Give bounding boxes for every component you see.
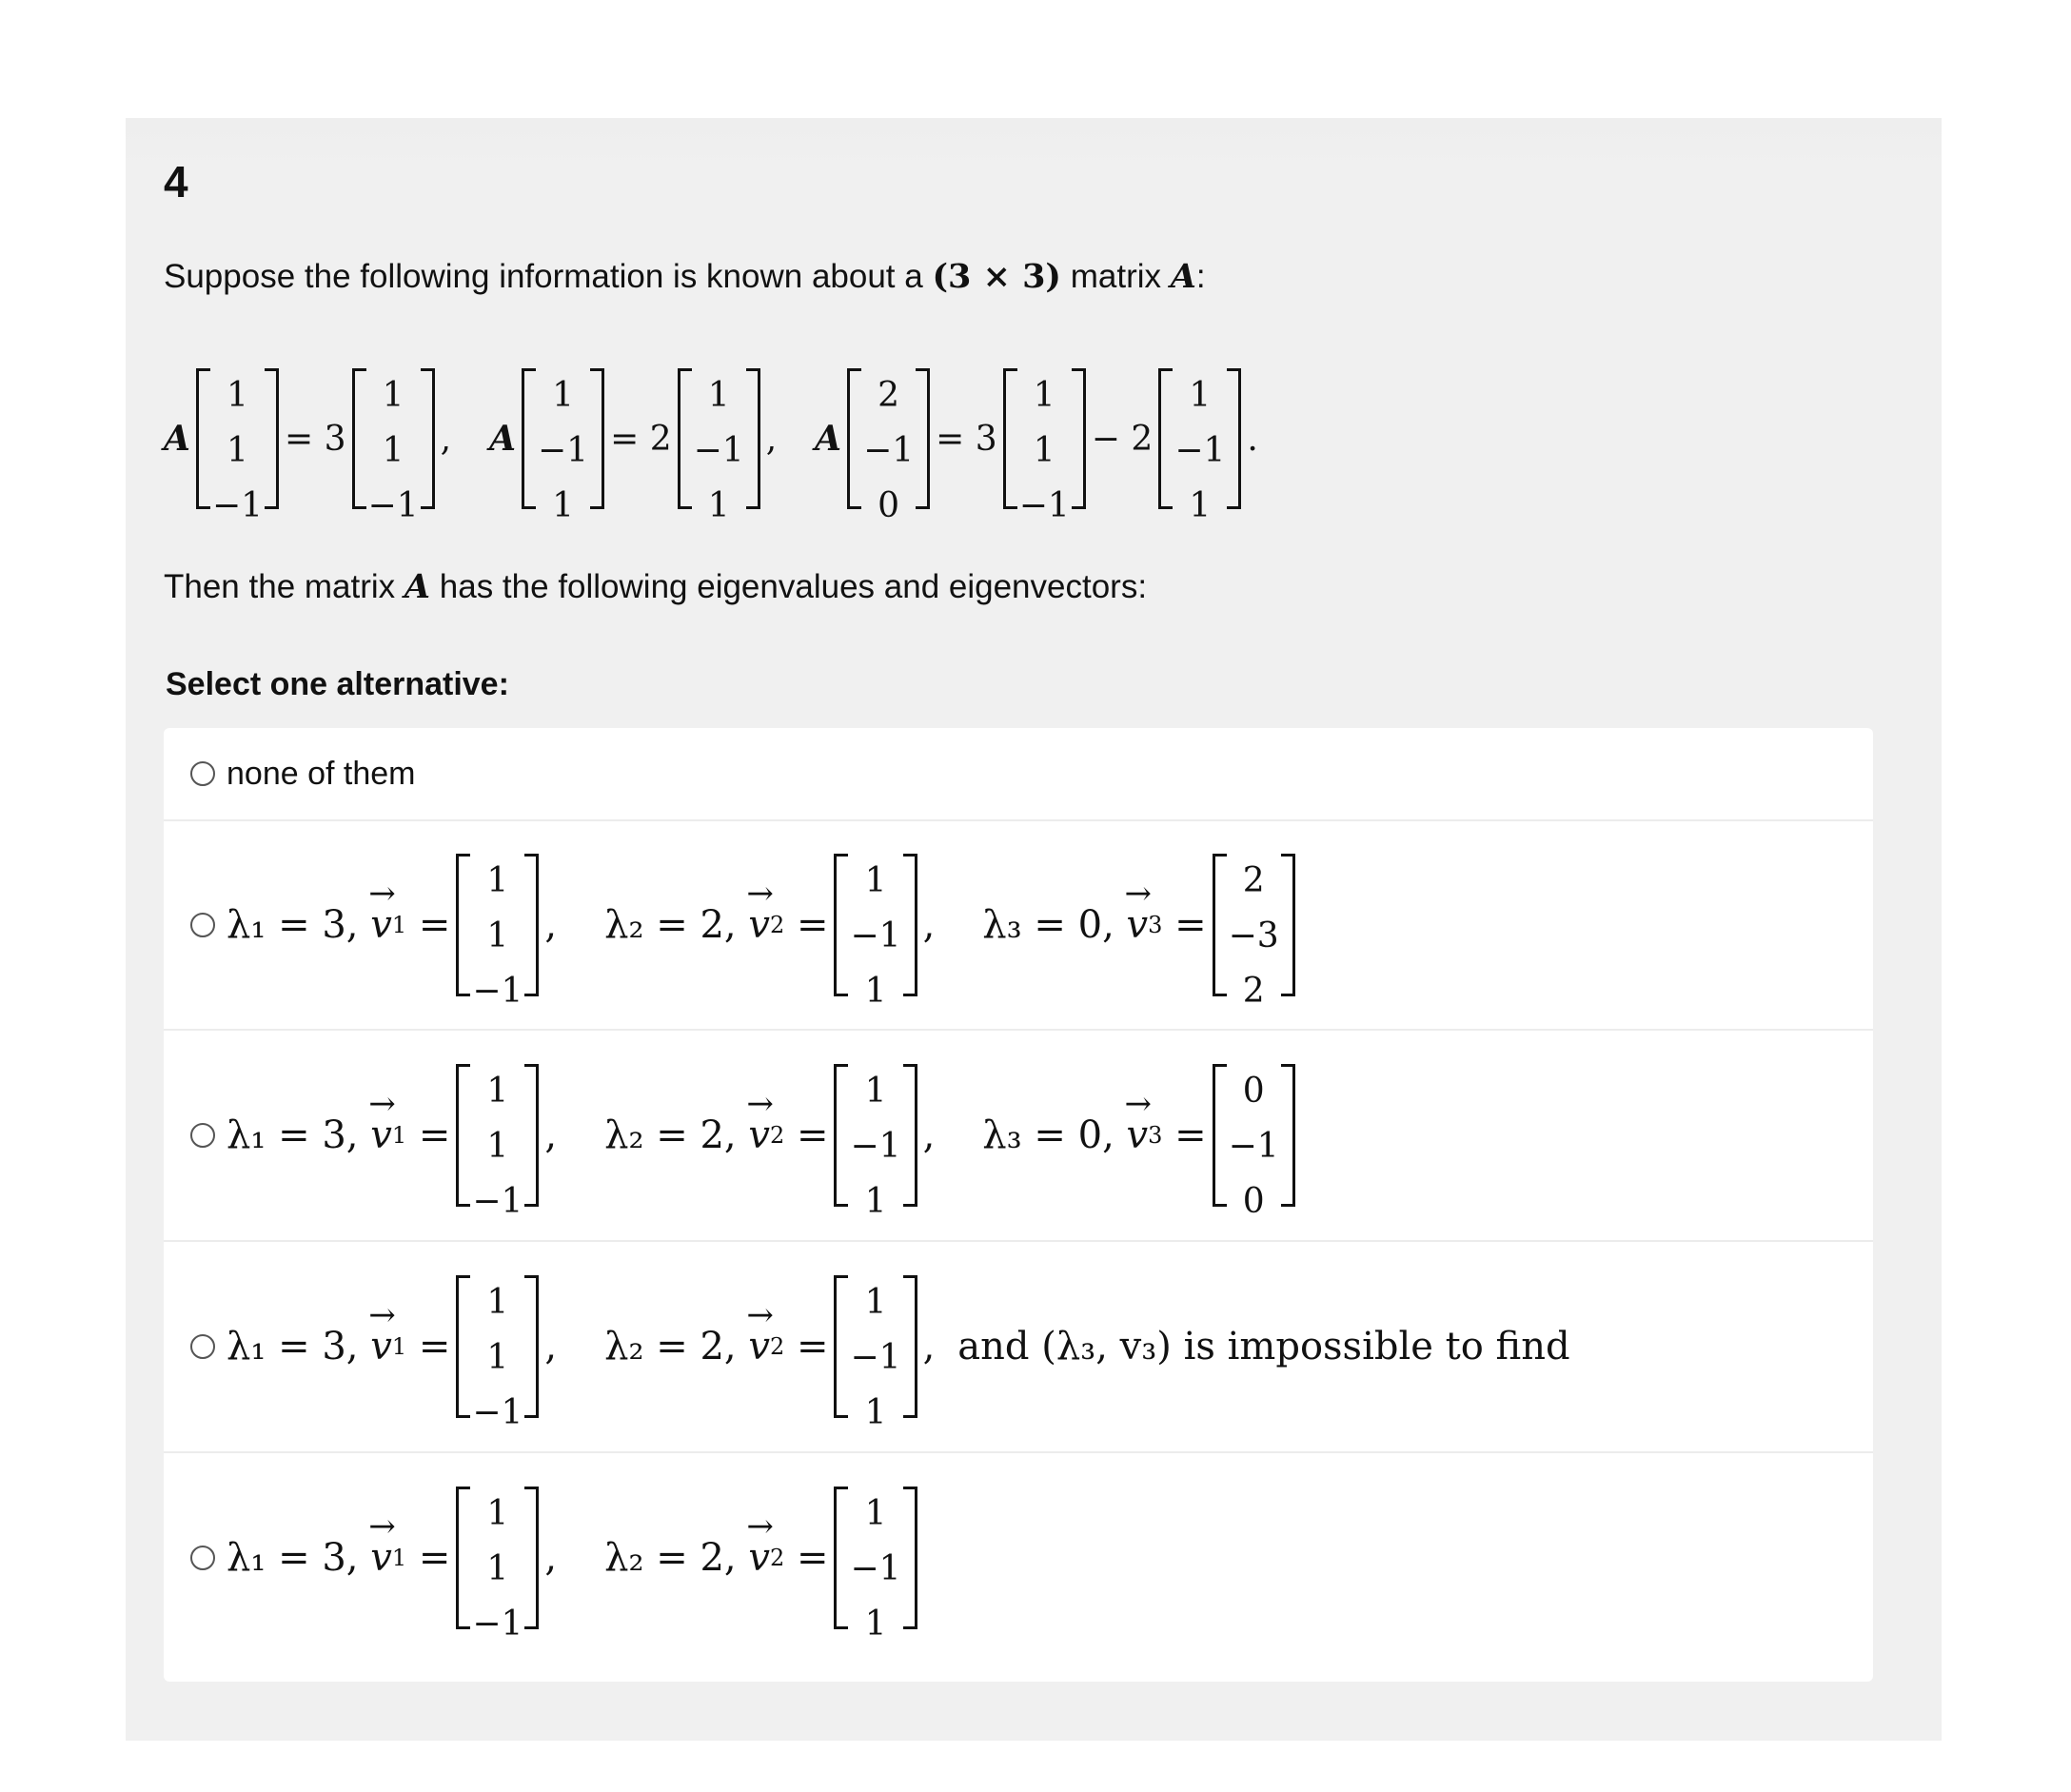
eigenvector-1: 1 1 −1 <box>456 854 539 996</box>
radio-button[interactable] <box>190 1546 215 1570</box>
eigenvector-3: 0 −1 0 <box>1213 1064 1295 1207</box>
eq2-rhs-vector: 1 −1 1 <box>678 368 760 509</box>
eigenvector-1: 1 1 −1 <box>456 1487 539 1629</box>
eigenvector-3: 2 −3 2 <box>1213 854 1295 996</box>
eq1-rhs-vector: 1 1 −1 <box>352 368 435 509</box>
then-statement: Then the matrix A has the following eigenvalues and eigenvectors: <box>164 567 1148 606</box>
eigenvector-2: 1 −1 1 <box>834 1275 917 1418</box>
matrix-dimensions: (3 × 3) <box>932 257 1061 296</box>
question-number: 4 <box>164 157 188 207</box>
answer-options <box>164 728 1873 1682</box>
option-3[interactable]: λ₁ = 3, → v 1 = 1 1 −1 , λ₂ = 2, → v 2 = 1 −1 1 , λ₃ = 0, → v 3 = 0 −1 0 <box>164 1031 1873 1242</box>
eigenvector-1: 1 1 −1 <box>456 1275 539 1418</box>
eq3-rhs-vector-2: 1 −1 1 <box>1158 368 1241 509</box>
option-4[interactable]: λ₁ = 3, → v 1 = 1 1 −1 , λ₂ = 2, → v 2 = 1 −1 1 , and (λ₃, v₃) is impossible to find <box>164 1242 1873 1453</box>
question-panel <box>126 118 1942 1741</box>
select-label: Select one alternative: <box>166 666 509 702</box>
option-label: none of them <box>227 755 416 792</box>
eigenvector-2: 1 −1 1 <box>834 1064 917 1207</box>
option-2[interactable]: λ₁ = 3, → v 1 = 1 1 −1 , λ₂ = 2, → v 2 = 1 −1 1 , λ₃ = 0, → v 3 = 2 −3 2 <box>164 821 1873 1031</box>
eq3-rhs-vector-1: 1 1 −1 <box>1003 368 1086 509</box>
radio-button[interactable] <box>190 761 215 786</box>
given-equations: A 1 1 −1 = 3 1 1 −1 , A 1 −1 1 = 2 1 −1 1 , A 2 −1 0 = 3 1 1 −1 − 2 1 −1 1 . <box>164 358 1258 520</box>
eq3-lhs-vector: 2 −1 0 <box>847 368 930 509</box>
impossible-note: and (λ₃, v₃) is impossible to find <box>957 1325 1570 1369</box>
eigenvector-2: 1 −1 1 <box>834 854 917 996</box>
radio-button[interactable] <box>190 1123 215 1148</box>
eigenvector-1: 1 1 −1 <box>456 1064 539 1207</box>
radio-button[interactable] <box>190 913 215 937</box>
option-5[interactable]: λ₁ = 3, → v 1 = 1 1 −1 , λ₂ = 2, → v 2 = 1 −1 1 <box>164 1453 1873 1663</box>
radio-button[interactable] <box>190 1334 215 1359</box>
question-prompt: Suppose the following information is known about a (3 × 3) matrix A: <box>164 257 1206 296</box>
eq1-lhs-vector: 1 1 −1 <box>196 368 279 509</box>
eigenvector-2: 1 −1 1 <box>834 1487 917 1629</box>
option-none-of-them[interactable] <box>164 728 1873 821</box>
eq2-lhs-vector: 1 −1 1 <box>522 368 604 509</box>
